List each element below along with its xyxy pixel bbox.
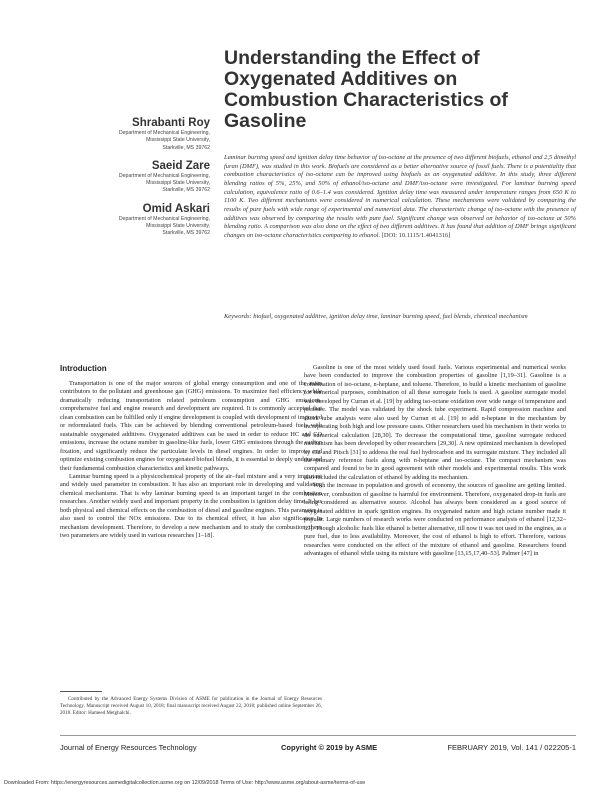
author-entry [84,159,210,195]
paragraph: With the increase in population and growth of economy, the sources of gasoline are getting limited. Moreover, combustion of gasoline is harmful for environment. Therefore, oxygenated drop-in fuels are being considered as alternative source. Alcohol has always been considered as a good source of oxygenated additive in spark ignition engines. Its oxygenated nature and high octane number made it popular. Large numbers of research works were conducted on performance analysis of ethanol [12,32–39]. Though alcoholic fuels like ethanol is better alternative, till now it was not used in the engines, as a pure fuel, due to less availability. Moreover, the cost of ethanol is high to effort. Therefore, various researches were conducted on the effect of the mixture of ethanol and gasoline. Researchers found advantages of ethanol while using its mixture with gasoline [13,15,17,40–53]. Palmer [47] in [304,482,566,557]
download-notice: Downloaded From: https://energyresources.asmedigitalcollection.asme.org on 12/09/2018 Terms of Use: http://www.asme.org/about-asme/terms-of-use [4,780,366,786]
page-info: FEBRUARY 2019, Vol. 141 / 022205-1 [447,743,576,752]
paragraph: Transportation is one of the major sources of global energy consumption and one of the main contributors to the pollutant and greenhouse gas (GHG) emissions. To maximize fuel efficiency while dramatically reducing transportation related petroleum consumption and GHG emissions, comprehensive fuel and engine research and development are required. It is commonly accepted that clean combustion can be fulfilled only if engine development is coupled with development of improved or reformulated fuels. This can be achieved by blending conventional petroleum-based fuels with sustainable oxygenated additives. Oxygenated additives can be used in order to reduce HC and CO emissions, increase the octane number in gasoline-like fuels, lower GHG emissions through the carbon fixation, and significantly reduce the particulate levels in diesel engines. In order to improve and optimize existing combustion engines for oxygenated biofuel blends, it is essential to deeply understand their fundamental combustion characteristics and kinetic pathways. [60,380,322,472]
author-name: Saeid Zare [151,159,210,172]
paragraph: Laminar burning speed is a physicochemical property of the air–fuel mixture and a very important and widely used parameter in combustion. It has also an important role in developing and validating chemical mechanisms. That is why laminar burning speed is an important target in the combustion researches. Another widely used and important property in the combustion is ignition delay time. It has both physical and chemical effects on the combustion of diesel and gasoline engines. This parameter is also used to control the NOx emissions. Due to its chemical effect, it has also significance in mechanism development. Therefore, to develop a new mechanism and to study the combustion, these two parameters are widely used in various researches [1–18]. [60,472,322,540]
right-column [304,364,566,558]
author-city: Starkville, MS 39762 [162,230,210,237]
author-department: Department of Mechanical Engineering, [118,172,210,179]
abstract [224,154,576,241]
author-entry [84,116,210,152]
page-footer [60,743,576,755]
author-city: Starkville, MS 39762 [162,187,210,194]
paragraph: Gasoline is one of the most widely used fossil fuels. Various experimental and numerical works have been conducted to improve the combustion properties of gasoline [1,19–31]. Gasoline is a combination of iso-octane, n-heptane, and toluene. Therefore, to build a kinetic mechanism of gasoline for numerical purposes, combination of all these surrogate fuels is used. A gasoline surrogate model was developed by Curran et al. [19] by adding iso-octane oxidation over wide range of temperature and pressure. The model was validated by the shock tube experiment. Rapid compression machine and shock tube analysis were also used by Curran et al. [19] to add n-heptane in the mechanism by incorporating both high and low pressure cases. Other researchers used his mechanism in their works to do numerical calculation [28,30]. To decrease the computational time, gasoline surrogate reduced mechanism has been developed by other researchers [29,30]. A new optimized mechanism is developed by Cai and Pitsch [31] to address the real fuel hydrocarbon and its surrogate mixture. They included all the primary reference fuels along with n-heptane and iso-octane. The compact mechanism was compared and found to be in good agreement with other models and experimental results. This work also included the calculation of ethanol by adding its mechanism. [304,364,566,481]
author-department: Department of Mechanical Engineering, [118,130,210,136]
author-university: Mississippi State University, [146,180,210,187]
author-name: Omid Askari [142,202,210,215]
section-heading-introduction: Introduction [60,364,107,373]
author-university: Mississippi State University, [146,137,210,144]
footer-divider [60,735,576,736]
author-name: Shrabanti Roy [132,117,210,129]
article-title: Understanding the Effect of Oxygenated Additives on Combustion Characteristics of Gasoline [224,47,508,132]
author-block [84,116,210,245]
copyright: Copyright © 2019 by ASME [281,743,378,752]
author-university: Mississippi State University, [146,223,210,230]
author-city: Starkville, MS 39762 [162,144,210,151]
abstract-text: Laminar burning speed and ignition delay time behavior of iso-octane at the presence of two different biofuels, ethanol and 2,5 dimethyl furan (DMF), was studied in this work. Biofuels are considered as a better alternative source of fossil fuels. There is a potentiality that combustion characteristics of iso-octane can be improved using biofuels as an oxygenated additive. In this study, three different blending ratios of 5%, 25%, and 50% of ethanol/iso-octane and DMF/iso-octane were investigated. For laminar burning speed calculation, equivalence ratio of 0.6–1.4 was considered. Ignition delay time was measured under temperature ranges from 650 K to 1100 K. Two different mechanisms were considered in numerical calculation. These mechanisms were validated by comparing the results of pure fuels with wide range of experimental and numerical data. The characteristic change of iso-octane with the presence of additives was observed by comparing the results with pure fuel. Significant change was observed on behavior of iso-octane at 50% blending ratio. A comparison was also done on the effect of two different additives. It has found that addition of DMF brings significant changes on iso-octane characteristics comparing to ethanol. [224,154,576,239]
author-entry [84,202,210,238]
keywords: Keywords: biofuel, oxygenated additive, ignition delay time, laminar burning speed, fuel blends, chemical mechanism [224,313,528,320]
footnote-divider [60,691,102,692]
author-department: Department of Mechanical Engineering, [118,215,210,222]
left-column [60,364,322,541]
journal-name: Journal of Energy Resources Technology [60,743,197,752]
footnote: Contributed by the Advanced Energy Systems Division of ASME for publication in the Journal of Energy Resources Technology. Manuscript received August 10, 2018; final manuscript received August 22, 2018; published online September 26, 2018. Editor: Hameed Metghalchi. [60,696,322,716]
doi-link[interactable]: [DOI: 10.1115/1.4041316] [381,231,451,239]
